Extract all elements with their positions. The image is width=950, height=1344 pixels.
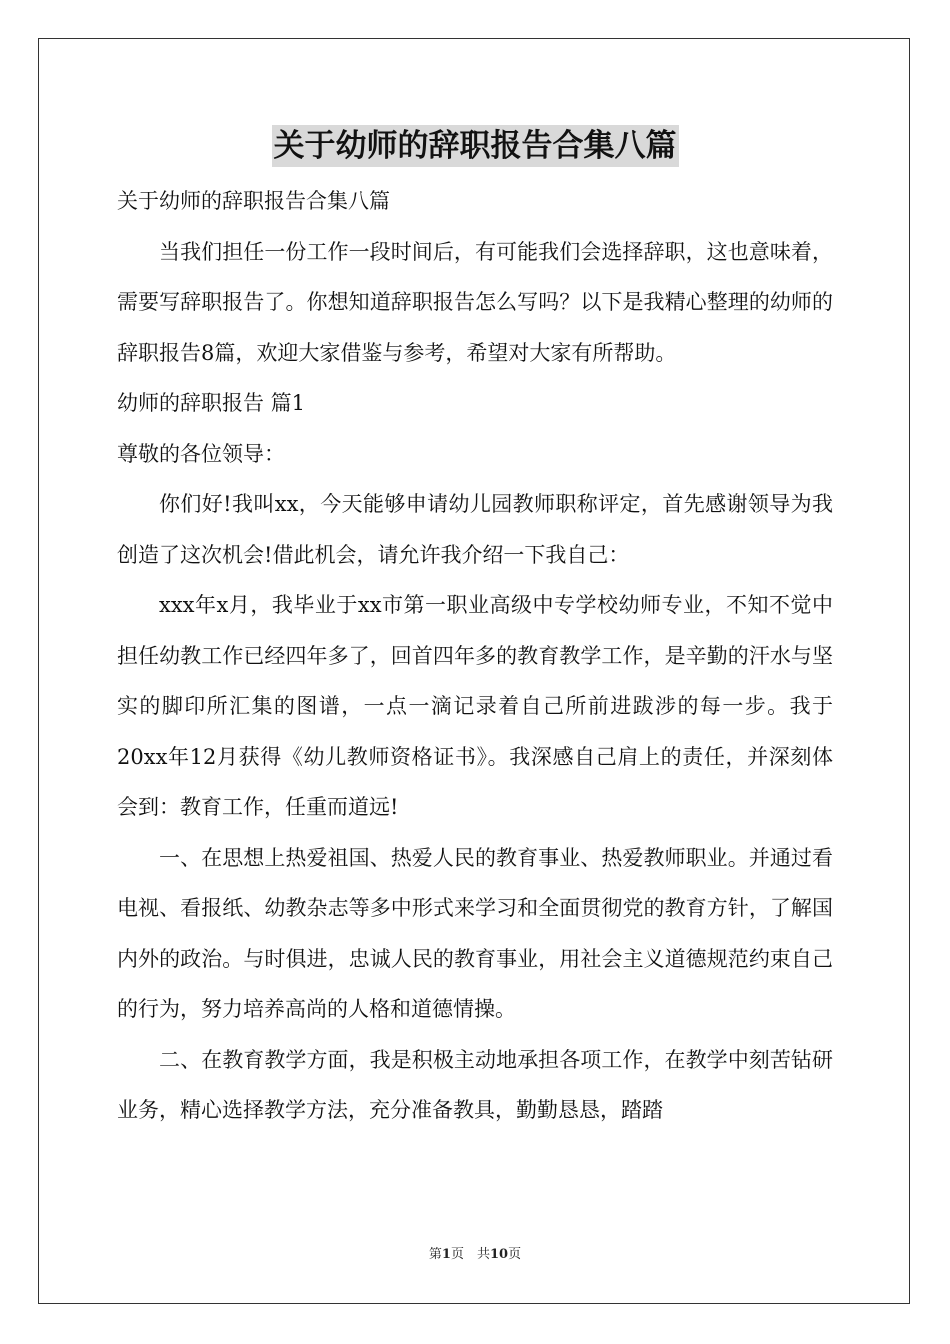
paragraph: 一、在思想上热爱祖国、热爱人民的教育事业、热爱教师职业。并通过看电视、看报纸、幼教杂志等多中形式来学习和全面贯彻党的教育方针，了解国内外的政治。与时俱进，忠诚人民的教育事业，用社会主义道德规范约束自己的行为，努力培养高尚的人格和道德情操。 [117, 845, 833, 1021]
title-container [0, 125, 950, 167]
current-page-number: 1 [441, 1247, 451, 1262]
paragraph: 二、在教育教学方面，我是积极主动地承担各项工作，在教学中刻苦钻研业务，精心选择教学方法，充分准备教具，勤勤恳恳，踏踏 [117, 1047, 833, 1122]
document-title: 关于幼师的辞职报告合集八篇 [272, 125, 679, 167]
footer-suffix: 页 [508, 1247, 522, 1262]
page-footer [0, 1246, 950, 1264]
total-pages-number: 10 [489, 1247, 509, 1262]
footer-prefix: 第 [428, 1247, 442, 1262]
paragraph: 关于幼师的辞职报告合集八篇 [117, 189, 390, 213]
paragraph: xxx年x月，我毕业于xx市第一职业高级中专学校幼师专业，不知不觉中担任幼教工作已经四年多了，回首四年多的教育教学工作，是辛勤的汗水与坚实的脚印所汇集的图谱，一点一滴记录着自己所前进跋涉的每一步。我于20xx年12月获得《幼儿教师资格证书》。我深感自己肩上的责任，并深刻体会到：教育工作，任重而道远! [117, 593, 833, 819]
section-heading: 幼师的辞职报告 篇1 [117, 391, 306, 415]
paragraph: 你们好!我叫xx，今天能够申请幼儿园教师职称评定，首先感谢领导为我创造了这次机会!借此机会，请允许我介绍一下我自己： [117, 492, 833, 567]
document-body [117, 176, 833, 1136]
paragraph: 当我们担任一份工作一段时间后，有可能我们会选择辞职，这也意味着，需要写辞职报告了。你想知道辞职报告怎么写吗？以下是我精心整理的幼师的辞职报告8篇，欢迎大家借鉴与参考，希望对大家有所帮助。 [117, 239, 833, 365]
footer-middle: 页 共 [450, 1247, 490, 1262]
salutation: 尊敬的各位领导： [117, 441, 285, 466]
